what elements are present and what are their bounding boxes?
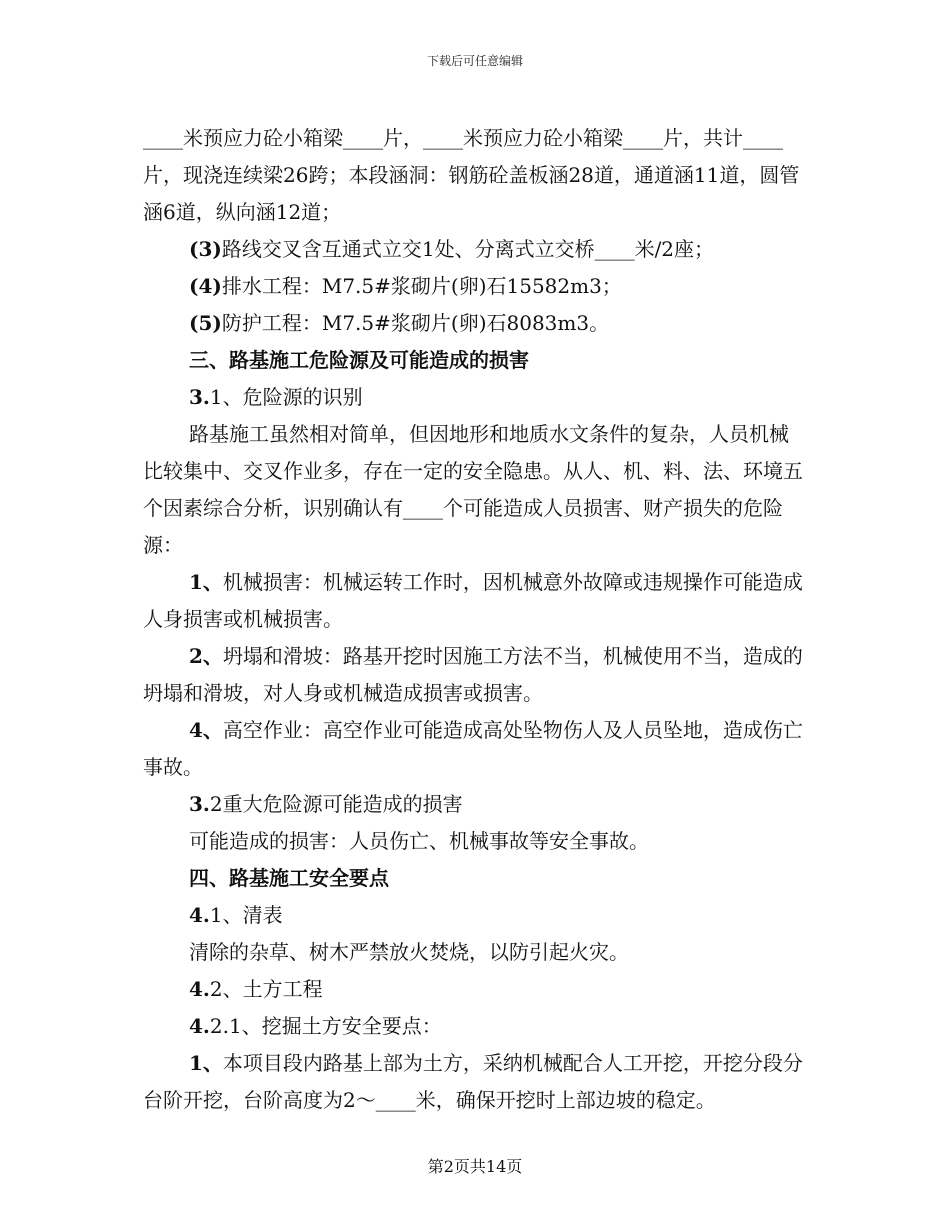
list-item: (4)排水工程：M7.5#浆砌片(卵)石15582m3； bbox=[189, 274, 622, 298]
list-item: 1、本项目段内路基上部为土方，采纳机械配合人工开挖，开挖分段分台阶开挖，台阶高度为2～____米，确保开挖时上部边坡的稳定。 bbox=[143, 1051, 803, 1112]
section-heading: 三、路基施工危险源及可能造成的损害 bbox=[189, 348, 529, 372]
subsection-heading: 3.2重大危险源可能造成的损害 bbox=[189, 792, 463, 816]
list-item: 1、机械损害：机械运转工作时，因机械意外故障或违规操作可能造成人身损害或机械损害。 bbox=[143, 570, 803, 631]
subsection-heading: 4.1、清表 bbox=[189, 903, 283, 927]
paragraph: 路基施工虽然相对简单，但因地形和地质水文条件的复杂，人员机械比较集中、交叉作业多，存在一定的安全隐患。从人、机、料、法、环境五个因素综合分析，识别确认有____个可能造成人员损害、财产损失的危险源： bbox=[143, 422, 803, 557]
list-item: (3)路线交叉含互通式立交1处、分离式立交桥____米/2座； bbox=[189, 237, 715, 261]
paragraph: ____米预应力砼小箱梁____片，____米预应力砼小箱梁____片，共计____片，现浇连续梁26跨；本段涵洞：钢筋砼盖板涵28道，通道涵11道，圆管涵6道，纵向涵12道； bbox=[143, 126, 800, 224]
list-item: 2、坍塌和滑坡：路基开挖时因施工方法不当，机械使用不当，造成的坍塌和滑坡，对人身或机械造成损害或损害。 bbox=[143, 644, 803, 705]
page-number: 第2页共14页 bbox=[427, 1157, 523, 1176]
paragraph: 可能造成的损害：人员伤亡、机械事故等安全事故。 bbox=[189, 829, 649, 853]
subsection-heading: 3.1、危险源的识别 bbox=[189, 385, 363, 409]
subsection-heading: 4.2.1、挖掘土方安全要点： bbox=[189, 1014, 442, 1038]
document-body bbox=[143, 120, 808, 1119]
paragraph: 清除的杂草、树木严禁放火焚烧，以防引起火灾。 bbox=[189, 940, 629, 964]
section-heading: 四、路基施工安全要点 bbox=[189, 866, 389, 890]
list-item: 4、高空作业：高空作业可能造成高处坠物伤人及人员坠地，造成伤亡事故。 bbox=[143, 718, 803, 779]
list-item: (5)防护工程：M7.5#浆砌片(卵)石8083m3。 bbox=[189, 311, 610, 335]
page-header: 下载后可任意编辑 bbox=[426, 54, 523, 68]
subsection-heading: 4.2、土方工程 bbox=[189, 977, 323, 1001]
